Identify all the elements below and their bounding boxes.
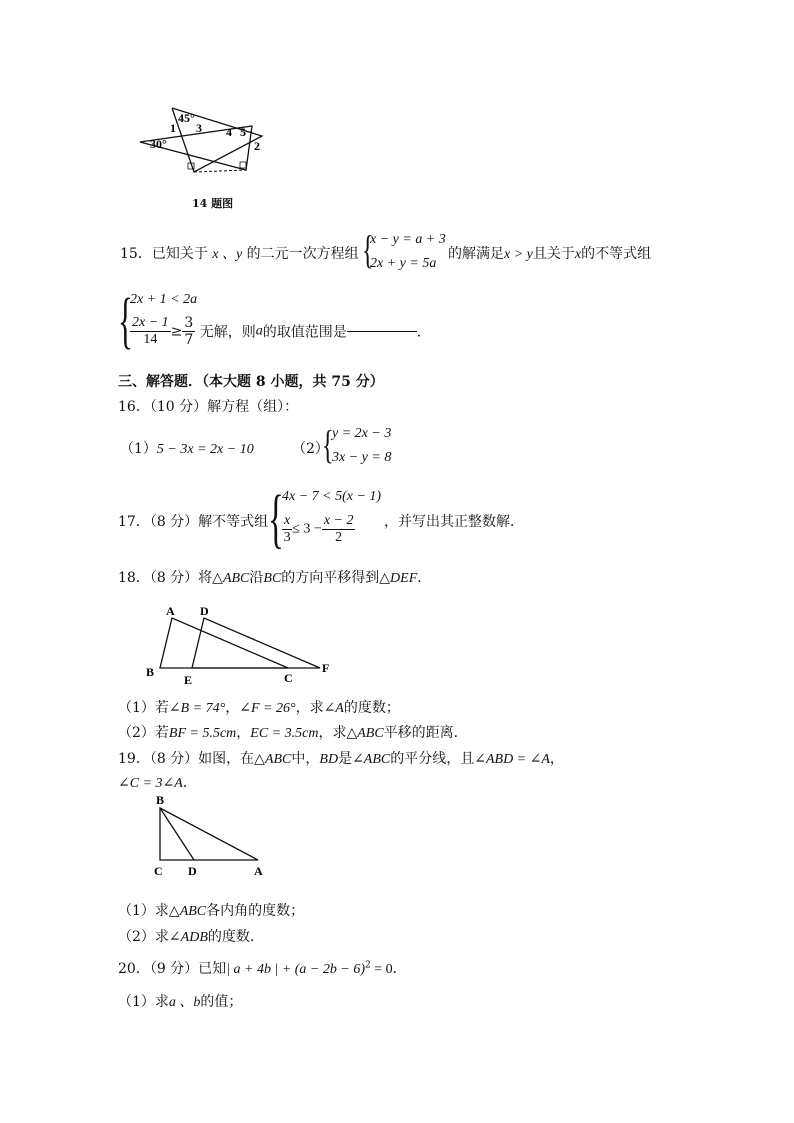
- q19-p1-pre: （1）求: [118, 903, 169, 919]
- q15-answer-blank[interactable]: [347, 331, 417, 332]
- fig14-label-45: 45°: [178, 111, 195, 125]
- q15-ineq1: 2x + 1 < 2a: [130, 292, 198, 307]
- q20-stem-pre: 20．（9 分）已知: [118, 961, 227, 977]
- q15-ineq-brace: {: [118, 287, 133, 355]
- q15-tail1: 无解，则: [199, 324, 256, 341]
- q19-mid2: 是: [338, 751, 353, 767]
- q19-tri: △ABC: [254, 752, 292, 767]
- q16-stem: 16．（10 分）解方程（组）：: [118, 399, 299, 415]
- q19-p1-end: 各内角的度数；: [206, 903, 305, 919]
- q19-cond2: ∠C = 3∠A: [118, 776, 183, 791]
- q18-label-E: E: [184, 673, 193, 687]
- q15-x: x: [574, 247, 582, 262]
- q15-a: a: [255, 323, 263, 339]
- q15-line1-tail: [448, 243, 651, 263]
- q19-label-C: C: [154, 864, 163, 878]
- q15-frac2-num: 3: [184, 315, 194, 331]
- q19-bd: BD: [319, 752, 339, 767]
- q16-p2-label: （2）: [292, 441, 329, 457]
- q18-label-B: B: [146, 665, 155, 679]
- q19-line1-end: ，: [549, 751, 564, 767]
- q15-line1: [120, 243, 359, 263]
- q19-p2-end: 的度数．: [207, 929, 264, 945]
- q18-p1-angle-b: ∠B = 74°: [168, 701, 226, 716]
- q15-ineq2: [130, 315, 431, 348]
- q15-post1: 的解满足: [448, 246, 504, 262]
- q18-p2-ask: ，求: [318, 725, 347, 741]
- q17-ineq-a: 4x − 7 < 5(x − 1): [282, 489, 382, 504]
- q20-expression: | a + 4b | + (a − 2b − 6): [226, 962, 365, 977]
- q16-part1: [120, 438, 254, 458]
- q19-pre: 19．（8 分）如图，在: [118, 751, 255, 767]
- q18-p2-end: 平移的距离．: [383, 725, 468, 741]
- q19-p2-pre: （2）求: [118, 929, 169, 945]
- q15-prefix: 15．已知关于: [120, 246, 213, 262]
- q15-post2: 且关于: [532, 246, 575, 262]
- q18-p1-ask: ，求: [295, 700, 324, 716]
- q18-p2-tri: △ABC: [346, 726, 384, 741]
- q15-system-eq2: 2x + y = 5a: [370, 256, 437, 271]
- q19-part1: [118, 900, 304, 920]
- q17-stem: 17．（8 分）解不等式组: [118, 514, 269, 530]
- q19-p1-tri: △ABC: [168, 904, 207, 919]
- q15-system-brace: {: [362, 227, 374, 272]
- q19-line1: [118, 748, 564, 768]
- q18-p2-sep: ，: [236, 725, 251, 741]
- q17-mid: ≤ 3 −: [292, 521, 322, 537]
- q20-eq0: = 0: [370, 962, 393, 977]
- q15-condition: x > y: [504, 247, 533, 262]
- q18-figure: [140, 600, 340, 690]
- q19-label-A: A: [254, 864, 263, 878]
- fig14-label-2: 2: [254, 139, 260, 153]
- q18-stem-mid2: 的方向平移得到: [281, 570, 380, 586]
- q16-p1-equation: 5 − 3x = 2x − 10: [156, 442, 254, 457]
- figure-14-diagram: [132, 100, 272, 180]
- q18-p1-end: 的度数；: [343, 700, 400, 716]
- q16-p2-brace: {: [322, 422, 334, 467]
- q19-label-B: B: [156, 793, 165, 807]
- q17-frac2-num: x − 2: [323, 513, 354, 528]
- q18-label-A: A: [166, 604, 175, 618]
- q18-stem-pre: 18．（8 分）将: [118, 570, 213, 586]
- q17-frac2-den: 2: [335, 530, 343, 545]
- q18-tri1: △ABC: [212, 571, 250, 586]
- q20-p1-end: 的值；: [200, 994, 243, 1010]
- q19-angle-abc: ∠ABC: [352, 752, 391, 767]
- q17-frac1: [282, 513, 292, 546]
- q18-translation-diagram: [140, 600, 340, 690]
- q19-label-D: D: [188, 864, 197, 878]
- fig14-caption: 14 题图: [192, 197, 234, 210]
- q15-vars: x 、y: [212, 247, 243, 262]
- q16-p2-eq1: y = 2x − 3: [332, 426, 392, 441]
- q19-p2-angle: ∠ADB: [168, 930, 208, 945]
- q18-bc: BC: [263, 571, 282, 586]
- q18-tri2: △DEF: [379, 571, 418, 586]
- section-3-heading: 三、解答题．（本大题 8 小题，共 75 分）: [118, 374, 384, 390]
- fig14-label-4: 4: [226, 125, 232, 139]
- q20-stem-end: ．: [392, 961, 407, 977]
- q20-p1-pre: （1）求: [118, 994, 169, 1010]
- q19-line2-end: ．: [182, 775, 197, 791]
- q15-tail3: ．: [416, 324, 431, 341]
- q18-label-D: D: [200, 604, 209, 618]
- q15-frac2-den: 7: [184, 332, 194, 348]
- q17-frac2: [322, 513, 356, 546]
- q19-figure: [150, 790, 280, 880]
- q17-ineq-b: [282, 513, 355, 546]
- q19-line2: [118, 772, 197, 792]
- q19-part2: [118, 926, 264, 946]
- fig14-label-1: 1: [170, 121, 176, 135]
- q17-brace: {: [268, 482, 284, 555]
- q18-label-F: F: [322, 661, 330, 675]
- q15-mid: 的二元一次方程组: [242, 246, 359, 262]
- q20-exponent: 2: [364, 960, 371, 971]
- q18-part2: [118, 722, 468, 742]
- q18-stem: [118, 567, 431, 587]
- q19-cond1: ∠ABD = ∠A: [474, 752, 550, 767]
- q15-geq: ≥: [170, 323, 183, 340]
- q18-p1-pre: （1）若: [118, 700, 169, 716]
- q20-part1: [118, 991, 242, 1011]
- q15-frac2: [182, 315, 195, 348]
- fig14-label-3: 3: [196, 121, 202, 135]
- q16-p2-eq2: 3x − y = 8: [332, 450, 392, 465]
- q17-tail: ，并写出其正整数解．: [384, 514, 524, 530]
- q19-mid: 中，: [291, 751, 320, 767]
- q16-p1-label: （1）: [120, 441, 157, 457]
- q18-p1-angle-f: ∠F = 26°: [239, 701, 296, 716]
- q18-stem-mid: 沿: [249, 570, 264, 586]
- q20-vars: a 、b: [168, 995, 201, 1010]
- fig14-label-30: 30°: [150, 137, 167, 151]
- q15-post3: 的不等式组: [581, 246, 652, 262]
- q20-stem: [118, 958, 407, 978]
- q15-frac1-num: 2x − 1: [132, 315, 169, 330]
- q19-mid3: 的平分线，且: [390, 751, 475, 767]
- q18-p1-sep: ，: [225, 700, 240, 716]
- fig14-label-5: 5: [240, 125, 246, 139]
- q18-stem-end: ．: [417, 570, 432, 586]
- q18-p2-ec: EC = 3.5cm: [250, 726, 319, 741]
- figure-14: [132, 100, 272, 180]
- q15-system-eq1: x − y = a + 3: [370, 232, 446, 247]
- q18-p2-bf: BF = 5.5cm: [168, 726, 237, 741]
- q19-triangle-diagram: [150, 790, 280, 880]
- q17-frac1-num: x: [284, 513, 291, 528]
- q15-tail2: 的取值范围是: [262, 324, 347, 341]
- q18-p2-pre: （2）若: [118, 725, 169, 741]
- q15-frac1-den: 14: [143, 332, 158, 347]
- q18-part1: [118, 697, 400, 717]
- q17-frac1-den: 3: [283, 530, 291, 545]
- q18-p1-angle-a: ∠A: [323, 701, 344, 716]
- q18-label-C: C: [284, 671, 293, 685]
- q15-frac1: [130, 315, 171, 348]
